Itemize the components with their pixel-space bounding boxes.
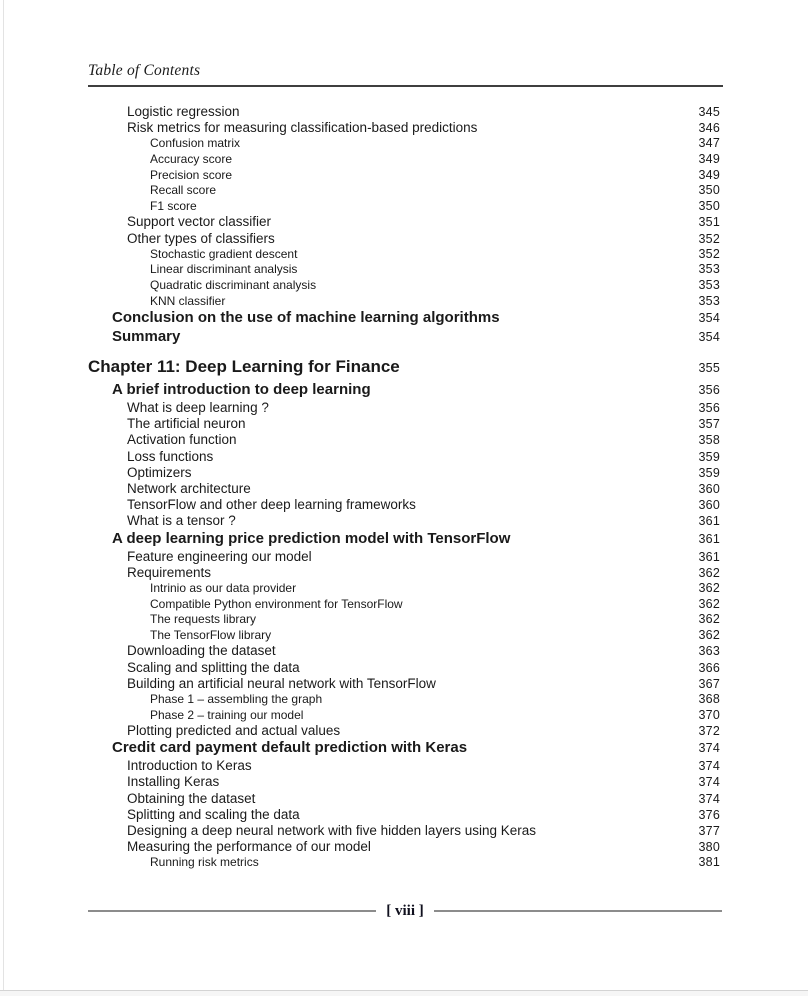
toc-entry-page-number: 367 [698,676,720,691]
toc-entry-page-number: 358 [698,433,720,448]
toc-sub-entry[interactable] [88,278,720,294]
toc-entry-page-number: 350 [698,198,720,213]
toc-entry-label: The TensorFlow library [150,627,272,642]
toc-entry[interactable] [88,758,720,774]
toc-entry-label: Feature engineering our model [127,548,312,564]
toc-section-entry[interactable] [88,328,720,347]
toc-entry-page-number: 380 [698,840,720,855]
toc-entry-label: Logistic regression [127,104,240,119]
toc-entry-label: Compatible Python environment for TensorFlow [150,596,403,611]
toc-entry-label: Quadratic discriminant analysis [150,277,317,292]
toc-sub-entry[interactable] [88,183,720,199]
toc-entry-label: Scaling and splitting the data [127,659,300,675]
toc-entry-page-number: 361 [698,514,720,529]
toc-sub-entry[interactable] [88,247,720,263]
toc-entry[interactable] [88,120,720,136]
page-footer [88,902,722,920]
toc-entry-page-number: 356 [698,383,720,398]
toc-sub-entry[interactable] [88,168,720,184]
toc-entry[interactable] [88,231,720,247]
toc-entry-label: Chapter 11: Deep Learning for Finance [88,357,400,377]
toc-sub-entry[interactable] [88,152,720,168]
toc-entry-label: Plotting predicted and actual values [127,723,341,739]
toc-entry-page-number: 345 [698,105,720,119]
toc-sub-entry[interactable] [88,612,720,628]
footer-rule-right [434,910,722,912]
toc-entry-label: Introduction to Keras [127,758,252,774]
toc-entry-page-number: 362 [698,596,720,611]
toc-entry-label: Stochastic gradient descent [150,246,298,261]
toc-sub-entry[interactable] [88,628,720,644]
toc-entry-page-number: 354 [698,330,720,345]
toc-entry-label: Risk metrics for measuring classification-based predictions [127,120,478,136]
toc-entry-label: Phase 1 – assembling the graph [150,691,323,706]
toc-section-entry[interactable] [88,739,720,758]
toc-entry-label: The artificial neuron [127,416,246,432]
toc-entry-label: F1 score [150,198,197,213]
toc-entry-page-number: 374 [698,741,720,756]
toc-entry-label: Requirements [127,564,212,580]
toc-entry-label: What is a tensor ? [127,513,236,529]
toc-entry[interactable] [88,807,720,823]
toc-entry-page-number: 372 [698,724,720,739]
toc-entry-label: TensorFlow and other deep learning frameworks [127,497,416,513]
footer-page-number: [ viii ] [386,902,424,919]
toc-entry-page-number: 359 [698,465,720,480]
toc-entry-page-number: 351 [698,215,720,230]
toc-sub-entry[interactable] [88,136,720,152]
toc-entry-page-number: 374 [698,791,720,806]
toc-entry[interactable] [88,481,720,497]
toc-entry-label: Precision score [150,167,233,182]
toc-entry-page-number: 353 [698,277,720,292]
toc-entry-page-number: 346 [698,121,720,136]
toc-entry-page-number: 361 [698,549,720,564]
toc-entry-page-number: 368 [698,691,720,706]
toc-entry[interactable] [88,416,720,432]
toc-entry-page-number: 381 [698,855,720,870]
toc-entry-page-number: 347 [698,136,720,151]
toc-sub-entry[interactable] [88,708,720,724]
toc-sub-entry[interactable] [88,597,720,613]
toc-entry[interactable] [88,660,720,676]
toc-entry-label: Installing Keras [127,774,220,790]
toc-entry-page-number: 356 [698,401,720,416]
toc-entry-page-number: 374 [698,759,720,774]
toc-entry[interactable] [88,432,720,448]
toc-entry[interactable] [88,104,720,120]
page-edge-left [3,0,4,991]
toc-entry[interactable] [88,823,720,839]
toc-entry-label: Support vector classifier [127,214,272,230]
toc-entry-label: Splitting and scaling the data [127,806,300,822]
toc-entry-label: Loss functions [127,448,214,464]
toc-entry-page-number: 353 [698,293,720,308]
toc-entry-label: Phase 2 – training our model [150,707,304,722]
toc-entry-label: Confusion matrix [150,136,241,151]
toc-entry[interactable] [88,643,720,659]
toc-entry-label: Intrinio as our data provider [150,580,297,595]
toc-sub-entry[interactable] [88,581,720,597]
toc-entry[interactable] [88,549,720,565]
toc-entry-page-number: 352 [698,246,720,261]
toc-chapter-entry[interactable] [88,357,720,381]
toc-entry-label: Other types of classifiers [127,230,275,246]
toc-entry-page-number: 357 [698,417,720,432]
toc-entry[interactable] [88,465,720,481]
toc-entry-page-number: 374 [698,775,720,790]
toc-list [88,104,720,871]
toc-entry-label: What is deep learning ? [127,400,269,416]
toc-entry-page-number: 363 [698,644,720,659]
toc-entry-page-number: 362 [698,565,720,580]
toc-entry[interactable] [88,449,720,465]
toc-entry-label: Running risk metrics [150,855,259,870]
toc-entry-page-number: 354 [698,311,720,326]
toc-section-entry[interactable] [88,309,720,328]
toc-entry[interactable] [88,565,720,581]
toc-entry-label: Recall score [150,183,217,198]
toc-entry[interactable] [88,723,720,739]
header-rule [88,85,723,87]
toc-sub-entry[interactable] [88,692,720,708]
toc-entry-page-number: 355 [698,361,720,376]
toc-entry-label: Activation function [127,432,237,448]
toc-entry-label: Conclusion on the use of machine learning algorithms [112,309,500,327]
toc-entry-page-number: 377 [698,824,720,839]
toc-entry-page-number: 359 [698,449,720,464]
toc-entry[interactable] [88,214,720,230]
toc-entry-page-number: 362 [698,580,720,595]
toc-entry-page-number: 366 [698,660,720,675]
toc-entry-page-number: 362 [698,627,720,642]
toc-entry-label: Measuring the performance of our model [127,839,371,855]
toc-entry-page-number: 353 [698,262,720,277]
toc-entry-label: Downloading the dataset [127,643,276,659]
toc-entry-label: Summary [112,328,181,346]
toc-entry-label: A brief introduction to deep learning [112,381,371,399]
toc-entry[interactable] [88,774,720,790]
toc-entry[interactable] [88,839,720,855]
toc-entry-page-number: 362 [698,612,720,627]
toc-entry-page-number: 360 [698,498,720,513]
toc-entry-label: Building an artificial neural network with TensorFlow [127,675,436,691]
toc-entry-label: Linear discriminant analysis [150,262,298,277]
toc-entry-label: KNN classifier [150,293,226,308]
footer-rule-left [88,910,376,912]
toc-entry-page-number: 352 [698,231,720,246]
toc-entry[interactable] [88,400,720,416]
toc-entry[interactable] [88,676,720,692]
toc-entry-label: Network architecture [127,481,251,497]
toc-entry[interactable] [88,791,720,807]
running-header [88,62,723,87]
toc-entry-page-number: 349 [698,167,720,182]
toc-section-entry[interactable] [88,530,720,549]
toc-entry[interactable] [88,497,720,513]
toc-entry-page-number: 360 [698,482,720,497]
toc-entry-page-number: 349 [698,151,720,166]
toc-sub-entry[interactable] [88,262,720,278]
toc-sub-entry[interactable] [88,199,720,215]
toc-entry-page-number: 370 [698,707,720,722]
toc-sub-entry[interactable] [88,294,720,310]
toc-section-entry[interactable] [88,381,720,400]
toc-entry-label: Accuracy score [150,151,233,166]
toc-entry-label: The requests library [150,612,257,627]
toc-entry-page-number: 350 [698,183,720,198]
toc-entry-label: Optimizers [127,464,192,480]
toc-sub-entry[interactable] [88,855,720,871]
toc-entry-page-number: 376 [698,807,720,822]
toc-entry-label: Obtaining the dataset [127,790,256,806]
page-edge-bottom-strip [0,991,808,996]
toc-entry-label: A deep learning price prediction model with TensorFlow [112,529,511,547]
toc-entry-page-number: 361 [698,531,720,546]
toc-entry-label: Credit card payment default prediction with Keras [112,739,468,757]
toc-entry[interactable] [88,513,720,529]
page-title: Table of Contents [88,62,201,79]
toc-entry-label: Designing a deep neural network with five hidden layers using Keras [127,823,536,839]
